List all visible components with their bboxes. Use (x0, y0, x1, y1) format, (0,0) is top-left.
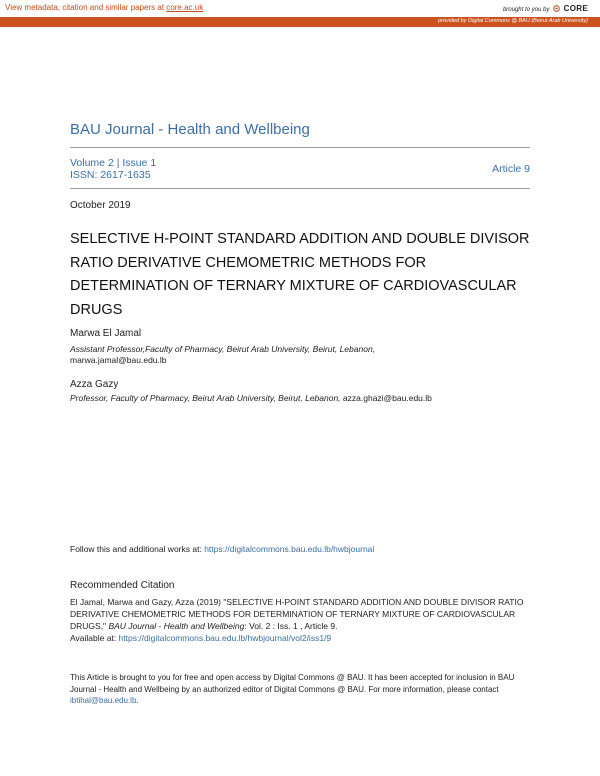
publication-date: October 2019 (70, 200, 131, 211)
divider-middle (70, 188, 530, 189)
author-name-1: Marwa El Jamal (70, 328, 142, 339)
brought-by-text: brought to you by (502, 7, 550, 13)
volume-separator: | (116, 157, 120, 169)
follow-works (70, 544, 374, 554)
paper-title: SELECTIVE H-POINT STANDARD ADDITION AND DOUBLE DIVISOR RATIO DERIVATIVE CHEMOMETRIC METHODS FOR DETERMINATION OF TERNARY MIXTURE OF CARDIOVASCULAR DRUGS (70, 231, 530, 318)
issn: ISSN: 2617-1635 (70, 169, 151, 181)
citation-text: El Jamal, Marwa and Gazy, Azza (2019) "SELECTIVE H-POINT STANDARD ADDITION AND DOUBLE DIVISOR RATIO DERIVATIVE CHEMOMETRIC METHODS FOR DETERMINATION OF TERNARY MIXTURE OF CARDIOVASCULAR DRUGS," (70, 597, 524, 631)
recommended-citation (70, 596, 540, 644)
recommended-citation-heading: Recommended Citation (70, 580, 175, 591)
citation-journal: BAU Journal - Health and Wellbeing (108, 621, 245, 631)
notice-text: This Article is brought to you for free and open access by Digital Commons @ BAU. It has been accepted for inclusion in BAU Journal - Health and Wellbeing by an authorized editor of Digital Commons @ BAU. For more information, please contact (70, 673, 515, 694)
notice-end: . (136, 696, 139, 705)
author-affiliation-1 (70, 344, 530, 366)
journal-name[interactable]: BAU Journal - Health and Wellbeing (70, 121, 310, 138)
affiliation-text-1: Assistant Professor,Faculty of Pharmacy, Beirut Arab University, Beirut, Lebanon, (70, 344, 376, 354)
core-logo-icon (553, 5, 560, 12)
core-metadata-link[interactable] (5, 3, 203, 12)
brought-to-you (503, 4, 588, 13)
provided-by-text[interactable]: provided by Digital Commons @ BAU (Beirut Arab University) (438, 18, 588, 24)
available-label: Available at: (70, 633, 119, 643)
metadata-prefix: View metadata, citation and similar papers at (5, 3, 167, 12)
author-name-2: Azza Gazy (70, 379, 119, 390)
divider-top (70, 147, 530, 148)
open-access-notice (70, 672, 540, 707)
volume-link[interactable]: Volume 2 (70, 157, 114, 169)
contact-email-link[interactable]: ibtihal@bau.edu.lb (70, 696, 137, 705)
author-affiliation-2 (70, 393, 530, 404)
available-url-link[interactable]: https://digitalcommons.bau.edu.lb/hwbjournal/vol2/iss1/9 (118, 633, 332, 643)
core-ac-uk-link[interactable]: core.ac.uk (166, 3, 204, 12)
citation-volume: : Vol. 2 : Iss. 1 , Article 9. (244, 621, 338, 631)
author-email-1: marwa.jamal@bau.edu.lb (70, 355, 167, 365)
core-label[interactable]: CORE (563, 4, 588, 13)
follow-url-link[interactable]: https://digitalcommons.bau.edu.lb/hwbjournal (204, 544, 375, 554)
issue-link[interactable]: Issue 1 (122, 157, 157, 169)
follow-text: Follow this and additional works at: (70, 544, 205, 554)
author-email-2: azza.ghazi@bau.edu.lb (342, 393, 432, 403)
core-top-bar (0, 0, 600, 16)
article-number[interactable]: Article 9 (492, 163, 530, 175)
volume-issue-block (70, 157, 156, 181)
affiliation-text-2: Professor, Faculty of Pharmacy, Beirut Arab University, Beirut, Lebanon, (70, 393, 341, 403)
